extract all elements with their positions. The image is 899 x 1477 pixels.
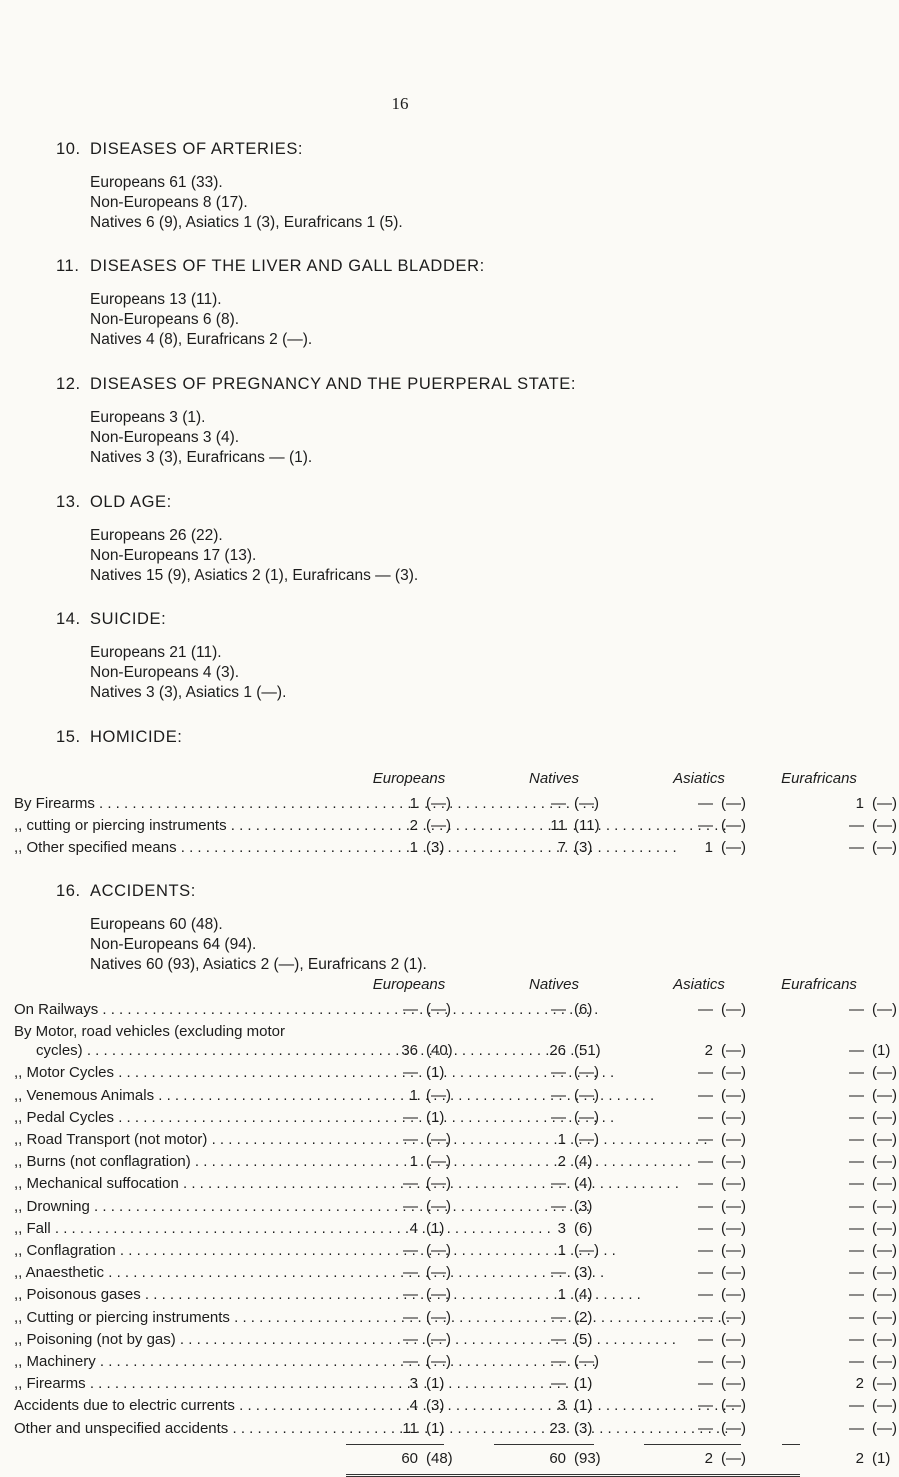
homicide-table [14,770,897,856]
total-previous: (48) [426,1449,453,1467]
cell-count: — [849,1242,864,1259]
cell-previous: (—) [872,1330,897,1348]
section-title: DISEASES OF PREGNANCY AND THE PUERPERAL STATE: [90,375,577,393]
column-header: Natives [528,770,580,787]
cell-previous: (—) [872,1086,897,1104]
column-header: Natives [528,976,580,993]
section-line: Natives 3 (3), Eurafricans — (1). [90,449,313,466]
row-label: On Railways . . . [14,1001,419,1018]
section-heading [56,255,485,277]
cell-previous: (—) [721,1086,746,1104]
cell-previous: (—) [872,1308,897,1326]
cell-count: — [698,1175,713,1193]
cell-previous: (3) [574,839,593,856]
section-16 [56,880,427,975]
section-number: 13. [56,493,81,511]
cell-previous: (1) [426,1108,445,1126]
cell-previous: (—) [721,1042,746,1060]
cell-previous: (1) [872,1042,891,1060]
cell-count: — [849,1131,864,1148]
cell-count: — [849,1175,864,1193]
cell-count: — [849,1108,864,1126]
section-line: Non-Europeans 8 (17). [90,194,248,211]
cell-previous: (1) [426,1375,445,1393]
cell-count: 4 [409,1219,418,1237]
cell-previous: (11) [574,817,600,834]
cell-previous: (—) [872,1264,897,1282]
cell-previous: (—) [426,1197,451,1215]
cell-count: — [698,1197,713,1215]
cell-count: 1 [409,839,418,856]
section-number: 14. [56,610,81,628]
cell-previous: (—) [721,1353,746,1370]
cell-count: — [849,1086,864,1104]
column-header: Europeans [372,976,446,993]
cell-previous: (—) [721,1001,746,1018]
section-12 [56,373,576,468]
cell-previous: (1) [426,1064,445,1082]
cell-count: — [698,1001,713,1018]
total-count: 60 [549,1449,566,1467]
cell-count: — [551,1086,566,1104]
cell-previous: (—) [426,1308,451,1326]
cell-previous: (—) [426,1286,451,1304]
cell-count: — [849,1330,864,1348]
cell-previous: (—) [426,1353,451,1370]
cell-previous: (—) [426,1264,451,1282]
section-number: 15. [56,728,81,746]
total-rule-top [494,1444,594,1445]
cell-previous: (—) [721,1197,746,1215]
cell-previous: (—) [574,1353,599,1370]
section-title: SUICIDE: [90,610,167,628]
cell-previous: (—) [426,817,451,834]
total-previous: (—) [721,1449,746,1467]
total-count: 2 [704,1449,713,1467]
section-line: Natives 3 (3), Asiatics 1 (—). [90,684,287,701]
section-11 [56,255,485,350]
section-line: Europeans 60 (48). [90,916,223,933]
cell-previous: (—) [721,1330,746,1348]
cell-count: — [849,1308,864,1326]
cell-count: 2 [409,817,418,834]
cell-previous: (—) [872,1219,897,1237]
cell-previous: (—) [426,1175,451,1193]
cell-count: — [551,1330,566,1348]
total-rule-bottom [346,1474,800,1477]
section-lines [90,915,427,975]
cell-previous: (40) [426,1042,453,1060]
section-title: OLD AGE: [90,493,172,511]
cell-previous: (—) [721,795,746,812]
cell-count: — [698,1286,713,1304]
cell-previous: (—) [426,1001,451,1018]
cell-previous: (—) [574,1242,599,1259]
cell-count: — [698,1108,713,1126]
section-line: Non-Europeans 6 (8). [90,311,240,328]
cell-previous: (3) [574,1197,593,1215]
cell-count: 1 [704,839,713,856]
cell-count: 11 [550,817,566,834]
cell-previous: (—) [872,1242,897,1259]
cell-previous: (—) [426,1086,451,1104]
cell-previous: (—) [426,1330,451,1348]
cell-count: — [698,1242,713,1259]
section-heading [56,608,286,630]
cell-count: — [551,1353,566,1370]
section-line: Non-Europeans 17 (13). [90,547,257,564]
cell-count: — [403,1197,418,1215]
section-title: ACCIDENTS: [90,882,196,900]
cell-previous: (—) [872,817,897,834]
section-line: Non-Europeans 4 (3). [90,664,240,681]
cell-previous: (3) [426,1397,445,1415]
cell-count: — [403,1175,418,1193]
cell-count: — [698,1153,713,1171]
section-line: Europeans 61 (33). [90,174,223,191]
cell-previous: (5) [574,1330,593,1348]
cell-previous: (—) [872,839,897,856]
cell-count: 1 [557,1131,566,1148]
total-previous: (93) [574,1449,601,1467]
section-number: 12. [56,375,81,393]
cell-count: 36 [401,1042,418,1060]
section-line: Europeans 3 (1). [90,409,206,426]
section-line: Non-Europeans 3 (4). [90,429,240,446]
cell-previous: (—) [426,1131,451,1148]
cell-count: — [403,1001,418,1018]
cell-previous: (—) [872,1419,897,1437]
section-15 [56,726,182,748]
cell-count: — [698,1419,713,1437]
cell-count: — [698,1264,713,1282]
cell-previous: (1) [574,1397,593,1415]
cell-previous: (—) [574,1064,599,1082]
cell-count: — [698,1330,713,1348]
cell-previous: (3) [574,1419,593,1437]
row-label: ,, Mechanical suffocation . . . [14,1175,419,1192]
row-label: ,, Poisonous gases . . . [14,1286,419,1303]
cell-count: — [403,1064,418,1082]
cell-count: — [551,1108,566,1126]
section-line: Natives 60 (93), Asiatics 2 (—), Eurafricans 2 (1). [90,956,427,973]
cell-count: — [551,1064,566,1082]
total-count: 60 [401,1449,418,1467]
section-number: 16. [56,882,81,900]
cell-count: 3 [409,1375,418,1393]
cell-count: 1 [409,1086,418,1104]
cell-count: — [551,1001,566,1018]
cell-previous: (3) [426,839,445,856]
row-label: ,, Drowning . . . [14,1198,419,1215]
cell-count: — [403,1286,418,1304]
cell-count: 1 [557,1286,566,1304]
cell-previous: (—) [872,1397,897,1415]
cell-previous: (—) [574,1086,599,1104]
cell-count: — [551,795,566,812]
cell-previous: (—) [872,1001,897,1018]
cell-count: — [698,795,713,812]
column-header: Eurafricans [781,976,857,993]
section-title: HOMICIDE: [90,728,183,746]
cell-count: 3 [557,1397,566,1415]
cell-previous: (—) [721,1153,746,1171]
accidents-table [14,976,897,1467]
cell-previous: (—) [872,1108,897,1126]
cell-count: — [849,1397,864,1415]
cell-count: — [551,1308,566,1326]
row-label: ,, Cutting or piercing instruments . . . [14,1309,419,1326]
cell-previous: (—) [574,795,599,812]
row-label: ,, cutting or piercing instruments . . . [14,817,419,834]
total-rule-top [644,1444,741,1445]
cell-previous: (—) [721,1397,746,1415]
cell-count: — [551,1197,566,1215]
row-label: By Firearms . . . [14,795,419,812]
section-lines [90,408,576,468]
cell-previous: (1) [426,1419,445,1437]
cell-count: — [849,817,864,834]
cell-count: 3 [557,1219,566,1237]
cell-previous: (51) [574,1042,601,1060]
page-number: 16 [391,94,409,113]
section-lines [90,526,418,586]
cell-previous: (—) [872,795,897,812]
section-line: Europeans 13 (11). [90,291,222,308]
cell-count: — [551,1264,566,1282]
row-label: ,, Poisoning (not by gas) . . . [14,1331,419,1348]
cell-previous: (4) [574,1175,593,1193]
section-line: Natives 4 (8), Eurafricans 2 (—). [90,331,313,348]
cell-count: — [849,1197,864,1215]
cell-previous: (—) [721,1242,746,1259]
cell-count: 1 [409,1153,418,1171]
cell-count: — [698,1397,713,1415]
cell-previous: (—) [721,817,746,834]
cell-count: — [403,1131,418,1148]
cell-count: — [403,1242,418,1259]
cell-count: — [849,1286,864,1304]
total-count: 2 [855,1449,864,1467]
row-label: Other and unspecified accidents . . . [14,1420,419,1437]
cell-previous: (—) [721,1375,746,1393]
cell-previous: (—) [721,1219,746,1237]
cell-count: — [698,1308,713,1326]
cell-previous: (2) [574,1308,593,1326]
cell-count: — [698,1219,713,1237]
row-label: Accidents due to electric currents . . . [14,1397,419,1414]
section-title: DISEASES OF THE LIVER AND GALL BLADDER: [90,257,485,275]
cell-previous: (—) [574,1131,599,1148]
cell-count: — [698,1375,713,1393]
cell-previous: (—) [872,1131,897,1148]
row-label-continued: cycles) . . . [36,1042,419,1059]
cell-previous: (3) [574,1264,593,1282]
cell-previous: (—) [721,1264,746,1282]
cell-count: — [849,1042,864,1060]
cell-previous: (6) [574,1001,593,1018]
cell-count: — [849,1064,864,1082]
cell-count: 4 [409,1397,418,1415]
row-label: ,, Machinery . . . [14,1353,419,1370]
cell-count: — [551,1375,566,1393]
cell-previous: (—) [872,1197,897,1215]
section-lines [90,643,286,703]
cell-count: — [698,1064,713,1082]
row-label: ,, Motor Cycles . . . [14,1064,419,1081]
cell-count: — [698,817,713,834]
cell-previous: (—) [721,1175,746,1193]
row-label: ,, Venemous Animals . . . [14,1087,419,1104]
section-heading [56,880,427,902]
cell-count: — [403,1308,418,1326]
section-line: Non-Europeans 64 (94). [90,936,257,953]
cell-count: — [849,1353,864,1370]
section-heading [56,491,418,513]
cell-previous: (1) [574,1375,593,1393]
cell-count: — [403,1330,418,1348]
row-label: ,, Fall . . . [14,1220,419,1237]
cell-count: 2 [855,1375,864,1393]
row-label: ,, Anaesthetic . . . [14,1264,419,1281]
cell-count: — [698,1086,713,1104]
cell-previous: (—) [721,839,746,856]
cell-previous: (—) [574,1108,599,1126]
cell-previous: (1) [426,1219,445,1237]
cell-previous: (—) [872,1153,897,1171]
cell-count: — [849,1419,864,1437]
total-rule-top [346,1444,444,1445]
total-previous: (1) [872,1449,891,1467]
cell-count: — [849,1001,864,1018]
section-lines [90,290,485,350]
section-heading [56,373,576,395]
cell-previous: (—) [426,1242,451,1259]
cell-previous: (—) [426,1153,451,1171]
section-line: Natives 6 (9), Asiatics 1 (3), Eurafricans 1 (5). [90,214,403,231]
section-14 [56,608,286,703]
section-line: Europeans 26 (22). [90,527,223,544]
row-label: By Motor, road vehicles (excluding motor [14,1023,285,1041]
cell-count: 7 [557,839,566,856]
cell-count: — [403,1264,418,1282]
cell-count: 26 [549,1042,566,1060]
cell-count: — [849,1264,864,1282]
cell-previous: (—) [721,1308,746,1326]
cell-previous: (—) [721,1419,746,1437]
total-rule-top [782,1444,800,1445]
cell-previous: (—) [872,1064,897,1082]
cell-previous: (6) [574,1219,593,1237]
row-label: ,, Conflagration . . . [14,1242,419,1259]
column-header: Europeans [372,770,446,787]
cell-count: — [849,1219,864,1237]
section-heading [56,726,182,748]
cell-count: 23 [549,1419,566,1437]
section-line: Natives 15 (9), Asiatics 2 (1), Eurafricans — (3). [90,567,419,584]
cell-count: — [849,839,864,856]
row-label: ,, Burns (not conflagration) . . . [14,1153,419,1170]
cell-previous: (—) [721,1108,746,1126]
section-line: Europeans 21 (11). [90,644,222,661]
cell-count: — [698,1131,713,1148]
section-number: 10. [56,140,81,158]
row-label: ,, Road Transport (not motor) . . . [14,1131,419,1148]
cell-previous: (—) [872,1286,897,1304]
column-header: Asiatics [673,770,725,787]
cell-previous: (4) [574,1153,593,1171]
cell-previous: (—) [426,795,451,812]
section-title: DISEASES OF ARTERIES: [90,140,304,158]
cell-previous: (—) [872,1353,897,1370]
cell-count: 1 [855,795,864,812]
section-10 [56,138,403,233]
cell-count: — [403,1353,418,1370]
cell-count: 1 [557,1242,566,1259]
cell-count: — [551,1175,566,1193]
cell-previous: (4) [574,1286,593,1304]
cell-previous: (—) [872,1375,897,1393]
column-header: Asiatics [673,976,725,993]
column-header: Eurafricans [781,770,857,787]
section-13 [56,491,418,586]
cell-previous: (—) [721,1131,746,1148]
cell-count: 2 [557,1153,566,1171]
cell-count: 11 [402,1419,418,1437]
cell-count: 2 [704,1042,713,1060]
row-label: ,, Other specified means . . . [14,839,419,856]
row-label: ,, Pedal Cycles . . . [14,1109,419,1126]
cell-count: — [698,1353,713,1370]
cell-previous: (—) [721,1286,746,1304]
section-number: 11. [56,257,80,275]
cell-count: — [849,1153,864,1171]
cell-previous: (—) [721,1064,746,1082]
section-lines [90,173,403,233]
cell-previous: (—) [872,1175,897,1193]
section-heading [56,138,403,160]
cell-count: — [403,1108,418,1126]
row-label: ,, Firearms . . . [14,1375,419,1392]
cell-count: 1 [409,795,418,812]
